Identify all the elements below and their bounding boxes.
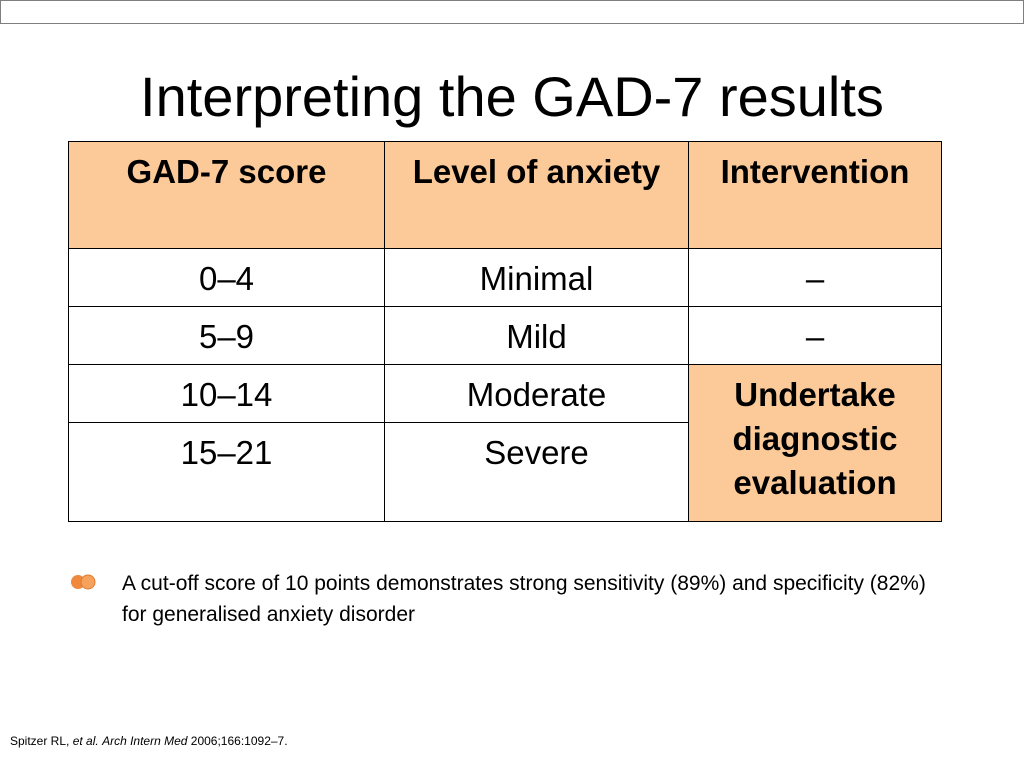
cell-intervention: – [689,249,942,307]
bullet-text: A cut-off score of 10 points demonstrates strong sensitivity (89%) and specificity (82%) for generalised anxiety disorder [122,572,926,626]
cell-score: 5–9 [69,307,385,365]
cell-level: Moderate [385,365,689,423]
cell-intervention: – [689,307,942,365]
top-bar [0,0,1024,24]
footnote-citation [10,733,288,749]
cell-level: Mild [385,307,689,365]
footnote-details: 2006;166:1092–7. [190,734,288,748]
cell-level: Severe [385,423,689,522]
cell-level: Minimal [385,249,689,307]
slide-title: Interpreting the GAD-7 results [140,65,884,128]
table-row [69,307,942,365]
cell-score: 10–14 [69,365,385,423]
footnote-authors: Spitzer RL, [10,734,73,748]
table-row [69,365,942,423]
footnote-etal: et al. [72,734,99,748]
bullet-dot-icon [70,574,98,590]
cell-score: 0–4 [69,249,385,307]
cell-intervention-merged: Undertake diagnostic evaluation [689,365,942,522]
table-header-row [69,142,942,249]
cell-score: 15–21 [69,423,385,522]
gad7-table [68,141,942,522]
table-row [69,249,942,307]
footnote-journal: Arch Intern Med [102,734,188,748]
header-level: Level of anxiety [385,142,689,249]
header-intervention: Intervention [689,142,942,249]
header-score: GAD-7 score [69,142,385,249]
